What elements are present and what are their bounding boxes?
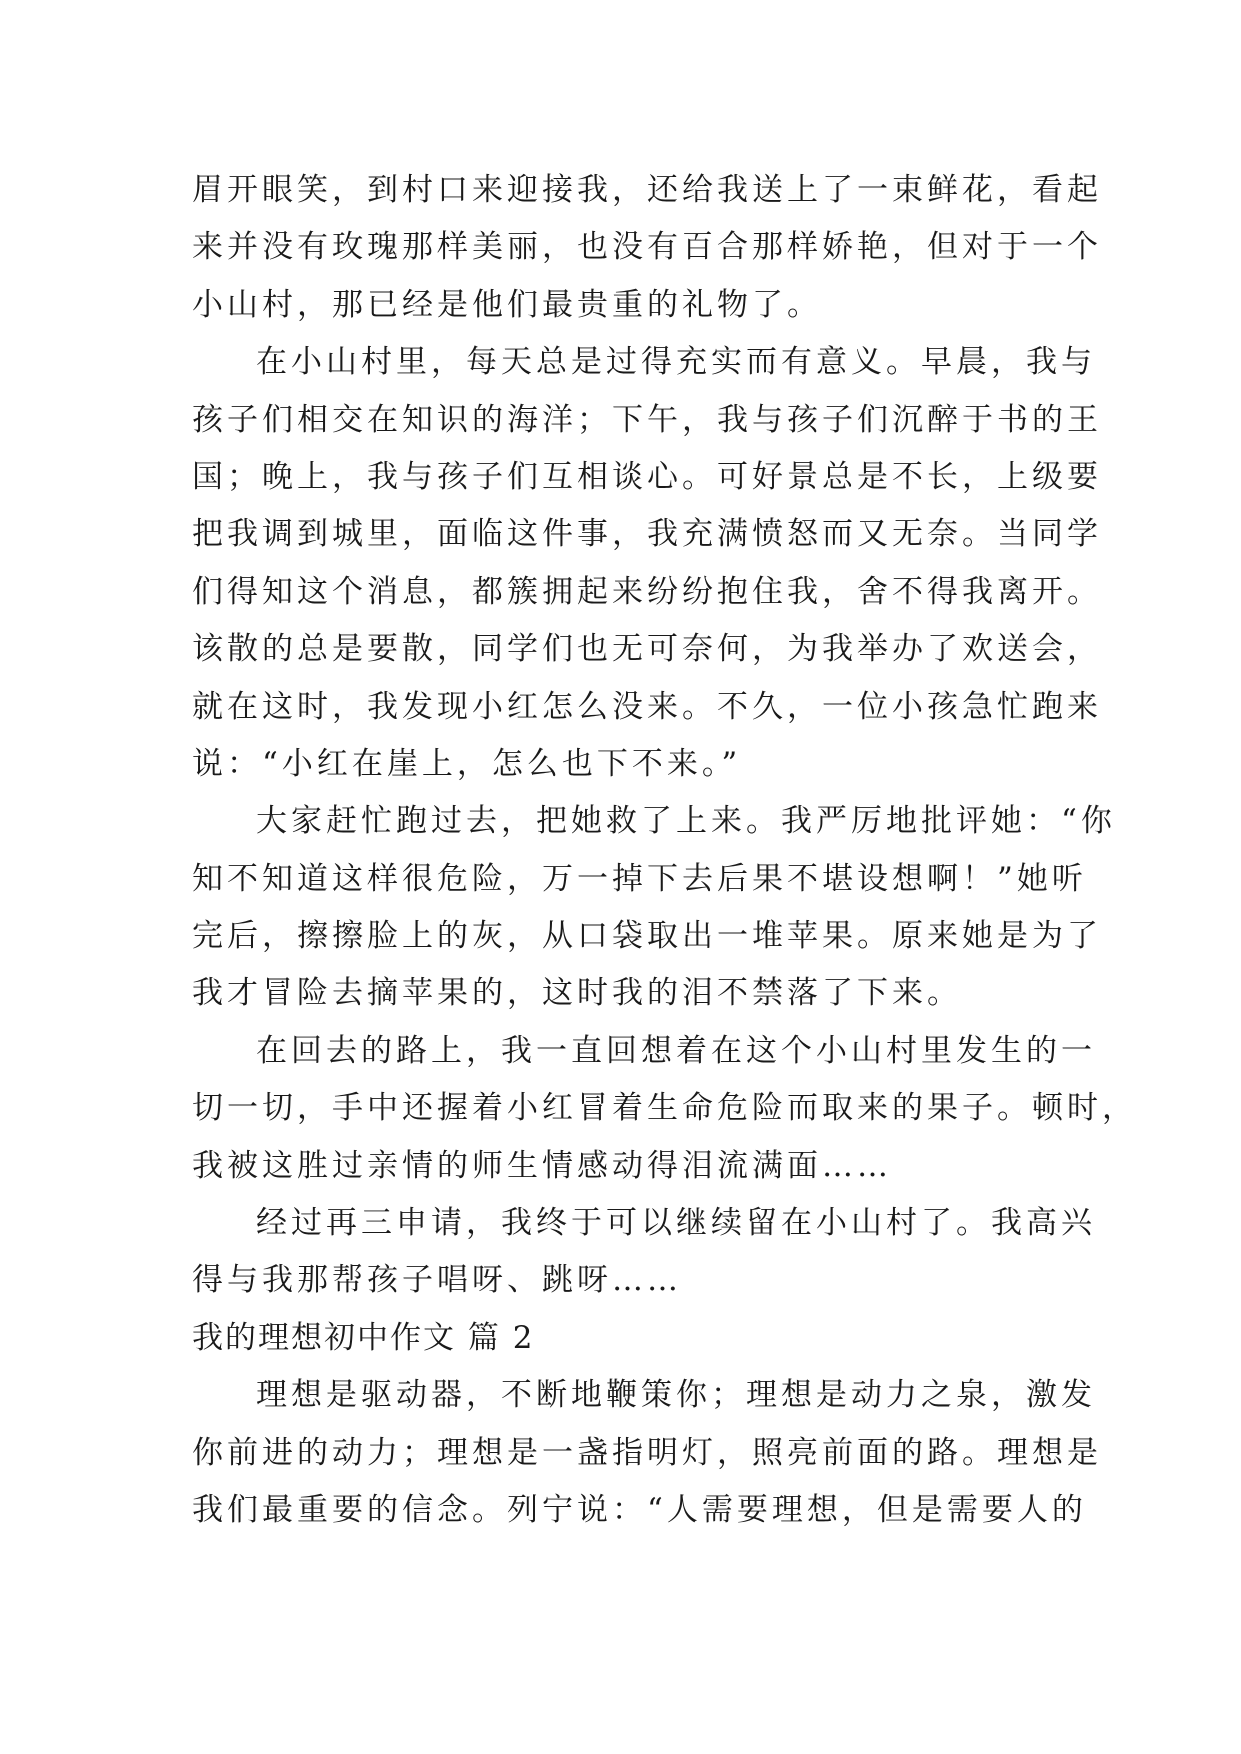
text-line: 在回去的路上，我一直回想着在这个小山村里发生的一 xyxy=(256,1032,1096,1069)
text-line: 说：“小红在崖上，怎么也下不来。” xyxy=(192,745,742,782)
text-line: 在小山村里，每天总是过得充实而有意义。早晨，我与 xyxy=(256,344,1096,381)
text-line: 你前进的动力；理想是一盏指明灯，照亮前面的路。理想是 xyxy=(192,1434,1102,1471)
text-line: 大家赶忙跑过去，把她救了上来。我严厉地批评她：“你 xyxy=(256,803,1116,840)
text-line: 孩子们相交在知识的海洋；下午，我与孩子们沉醉于书的王 xyxy=(192,401,1102,438)
text-line: 知不知道这样很危险，万一掉下去后果不堪设想啊！”她听 xyxy=(192,860,1087,897)
text-line: 我们最重要的信念。列宁说：“人需要理想，但是需要人的 xyxy=(192,1491,1087,1528)
text-line: 国；晚上，我与孩子们互相谈心。可好景总是不长，上级要 xyxy=(192,458,1102,495)
text-line: 眉开眼笑，到村口来迎接我，还给我送上了一束鲜花，看起 xyxy=(192,172,1102,208)
text-line: 得与我那帮孩子唱呀、跳呀…… xyxy=(192,1262,682,1299)
text-line: 们得知这个消息，都簇拥起来纷纷抱住我，舍不得我离开。 xyxy=(192,573,1102,610)
text-line: 经过再三申请，我终于可以继续留在小山村了。我高兴 xyxy=(256,1205,1096,1242)
text-line: 理想是驱动器，不断地鞭策你；理想是动力之泉，激发 xyxy=(256,1377,1096,1414)
text-line: 就在这时，我发现小红怎么没来。不久，一位小孩急忙跑来 xyxy=(192,688,1102,725)
text-line: 来并没有玫瑰那样美丽，也没有百合那样娇艳，但对于一个 xyxy=(192,229,1102,266)
section-heading: 我的理想初中作文 篇 2 xyxy=(192,1319,535,1356)
document-body xyxy=(192,162,1137,1539)
text-line: 切一切，手中还握着小红冒着生命危险而取来的果子。顿时， xyxy=(192,1090,1137,1127)
text-line: 完后，擦擦脸上的灰，从口袋取出一堆苹果。原来她是为了 xyxy=(192,918,1102,955)
text-line: 我被这胜过亲情的师生情感动得泪流满面…… xyxy=(192,1147,892,1184)
text-line: 把我调到城里，面临这件事，我充满愤怒而又无奈。当同学 xyxy=(192,516,1102,553)
text-line: 我才冒险去摘苹果的，这时我的泪不禁落了下来。 xyxy=(192,975,962,1012)
text-line: 该散的总是要散，同学们也无可奈何，为我举办了欢送会， xyxy=(192,631,1102,668)
text-line: 小山村，那已经是他们最贵重的礼物了。 xyxy=(192,286,822,323)
